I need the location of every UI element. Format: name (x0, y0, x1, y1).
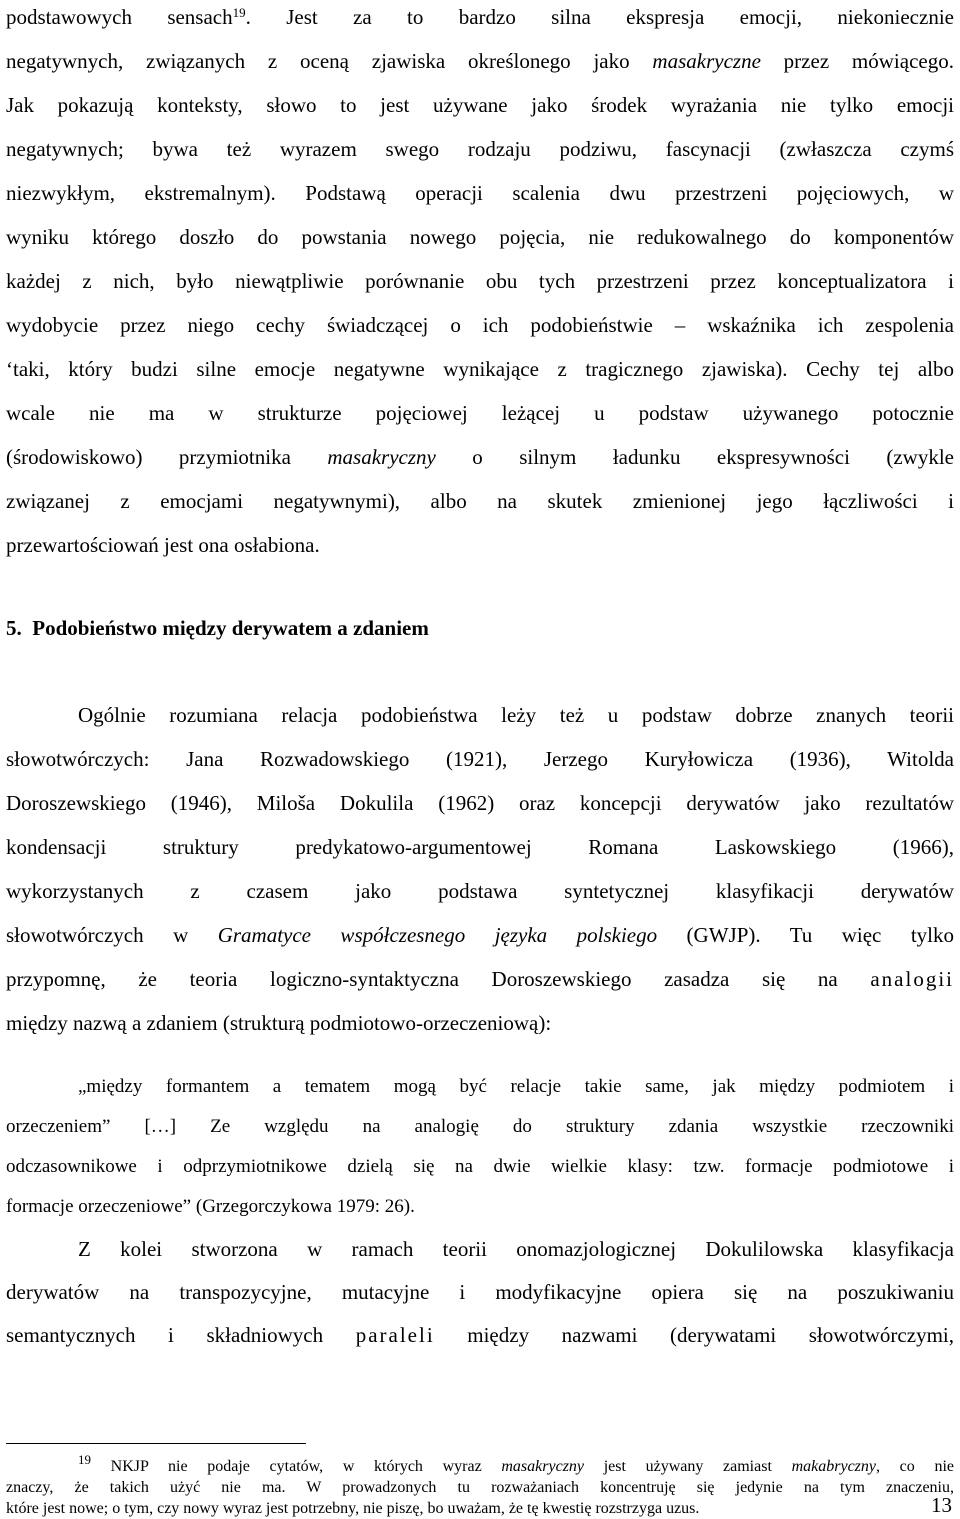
quote-line: „między formantem a tematem mogą być relacje takie same, jak między podmiotem i (78, 1076, 954, 1097)
spaced-term: paraleli (355, 1323, 435, 1347)
footnote-number: 19 (78, 1451, 91, 1467)
text-line: Z kolei stworzona w ramach teorii onomazjologicznej Dokulilowska klasyfikacja (78, 1237, 954, 1261)
text-span: podstawowych sensach (6, 5, 233, 29)
text-line: Doroszewskiego (1946), Miloša Dokulila (1962) oraz koncepcji derywatów jako rezultatów (6, 791, 954, 815)
page-number: 13 (931, 1493, 952, 1517)
italic-term: masakryczny (501, 1458, 585, 1475)
text-line (6, 48, 954, 74)
text-span: o silnym ładunku ekspresywności (zwykle (435, 445, 954, 469)
footnote-reference[interactable]: 19 (232, 4, 246, 20)
text-line: Jak pokazują konteksty, słowo to jest używane jako środek wyrażania nie tylko emocji (6, 93, 954, 117)
text-line (6, 4, 954, 30)
quote-line: orzeczeniem” […] Ze względu na analogię do struktury zdania wszystkie rzeczowniki (6, 1116, 954, 1137)
text-span: (GWJP). Tu więc tylko (657, 923, 954, 947)
text-line: Ogólnie rozumiana relacja podobieństwa leży też u podstaw dobrze znanych teorii (78, 703, 954, 727)
text-span: negatywnych, związanych z oceną zjawiska określonego jako (6, 49, 653, 73)
italic-title: Gramatyce współczesnego języka polskiego (217, 923, 658, 947)
text-line: negatywnych; bywa też wyrazem swego rodzaju podziwu, fascynacji (zwłaszcza czymś (6, 137, 954, 161)
text-span: (środowiskowo) przymiotnika (6, 445, 328, 469)
text-span: jest używany zamiast (584, 1458, 792, 1475)
quote-line: odczasownikowe i odprzymiotnikowe dzielą się na dwie wielkie klasy: tzw. formacje podmiotowe i (6, 1156, 954, 1177)
footnote-line: znaczy, że takich użyć nie ma. W prowadzonych tu rozważaniach koncentruję się jedynie na tym znaczeniu, (6, 1479, 954, 1496)
text-line: ‘taki, który budzi silne emocje negatywne wynikające z tragicznego zjawiska). Cechy tej albo (6, 357, 954, 381)
quote-line: formacje orzeczeniowe” (Grzegorczykowa 1979: 26). (6, 1196, 415, 1217)
text-line: wykorzystanych z czasem jako podstawa syntetycznej klasyfikacji derywatów (6, 879, 954, 903)
text-line: wydobycie przez niego cechy świadczącej o ich podobieństwie – wskaźnika ich zespolenia (6, 313, 954, 337)
text-line (6, 444, 954, 470)
text-line: słowotwórczych: Jana Rozwadowskiego (1921), Jerzego Kuryłowicza (1936), Witolda (6, 747, 954, 771)
text-line: między nazwą a zdaniem (strukturą podmiotowo-orzeczeniową): (6, 1011, 552, 1035)
text-line: derywatów na transpozycyjne, mutacyjne i modyfikacyjne opiera się na poszukiwaniu (6, 1280, 954, 1304)
text-span: przez mówiącego. (760, 49, 954, 73)
text-line: kondensacji struktury predykatowo-argumentowej Romana Laskowskiego (1966), (6, 835, 954, 859)
text-span: między nazwami (derywatami słowotwórczymi, (434, 1323, 954, 1347)
text-line: wyniku którego doszło do powstania nowego pojęcia, nie redukowalnego do komponentów (6, 225, 954, 249)
text-line (6, 1322, 954, 1348)
text-span: , co nie (876, 1458, 955, 1475)
footnote-divider (6, 1443, 306, 1444)
text-span: słowotwórczych w (6, 923, 218, 947)
footnote-line (78, 1451, 955, 1477)
text-line: każdej z nich, było niewątpliwie porównanie obu tych przestrzeni przez konceptualizatora i (6, 269, 954, 293)
text-line (6, 966, 954, 992)
italic-term: masakryczne (652, 49, 761, 73)
text-span: przypomnę, że teoria logiczno-syntaktyczna Doroszewskiego zasadza się na (6, 967, 871, 991)
text-line: przewartościowań jest ona osłabiona. (6, 533, 320, 557)
text-line (6, 922, 954, 948)
text-span: semantycznych i składniowych (6, 1323, 356, 1347)
footnote-line: które jest nowe; o tym, czy nowy wyraz jest potrzebny, nie piszę, bo uważam, że tę kwestię rozstrzyga uzus. (6, 1500, 700, 1517)
section-title: Podobieństwo między derywatem a zdaniem (32, 616, 429, 640)
text-line: związanej z emocjami negatywnymi), albo na skutek zmienionej jego łączliwości i (6, 489, 954, 513)
text-line: niezwykłym, ekstremalnym). Podstawą operacji scalenia dwu przestrzeni pojęciowych, w (6, 181, 954, 205)
text-span: NKJP nie podaje cytatów, w których wyraz (91, 1458, 502, 1475)
italic-term: makabryczny (791, 1458, 876, 1475)
spaced-term: analogii (870, 967, 954, 991)
section-number: 5. (6, 616, 22, 640)
italic-term: masakryczny (327, 445, 436, 469)
text-line: wcale nie ma w strukturze pojęciowej leżącej u podstaw używanego potocznie (6, 401, 954, 425)
text-span: . Jest za to bardzo silna ekspresja emocji, niekoniecznie (245, 5, 954, 29)
section-heading (6, 615, 954, 641)
